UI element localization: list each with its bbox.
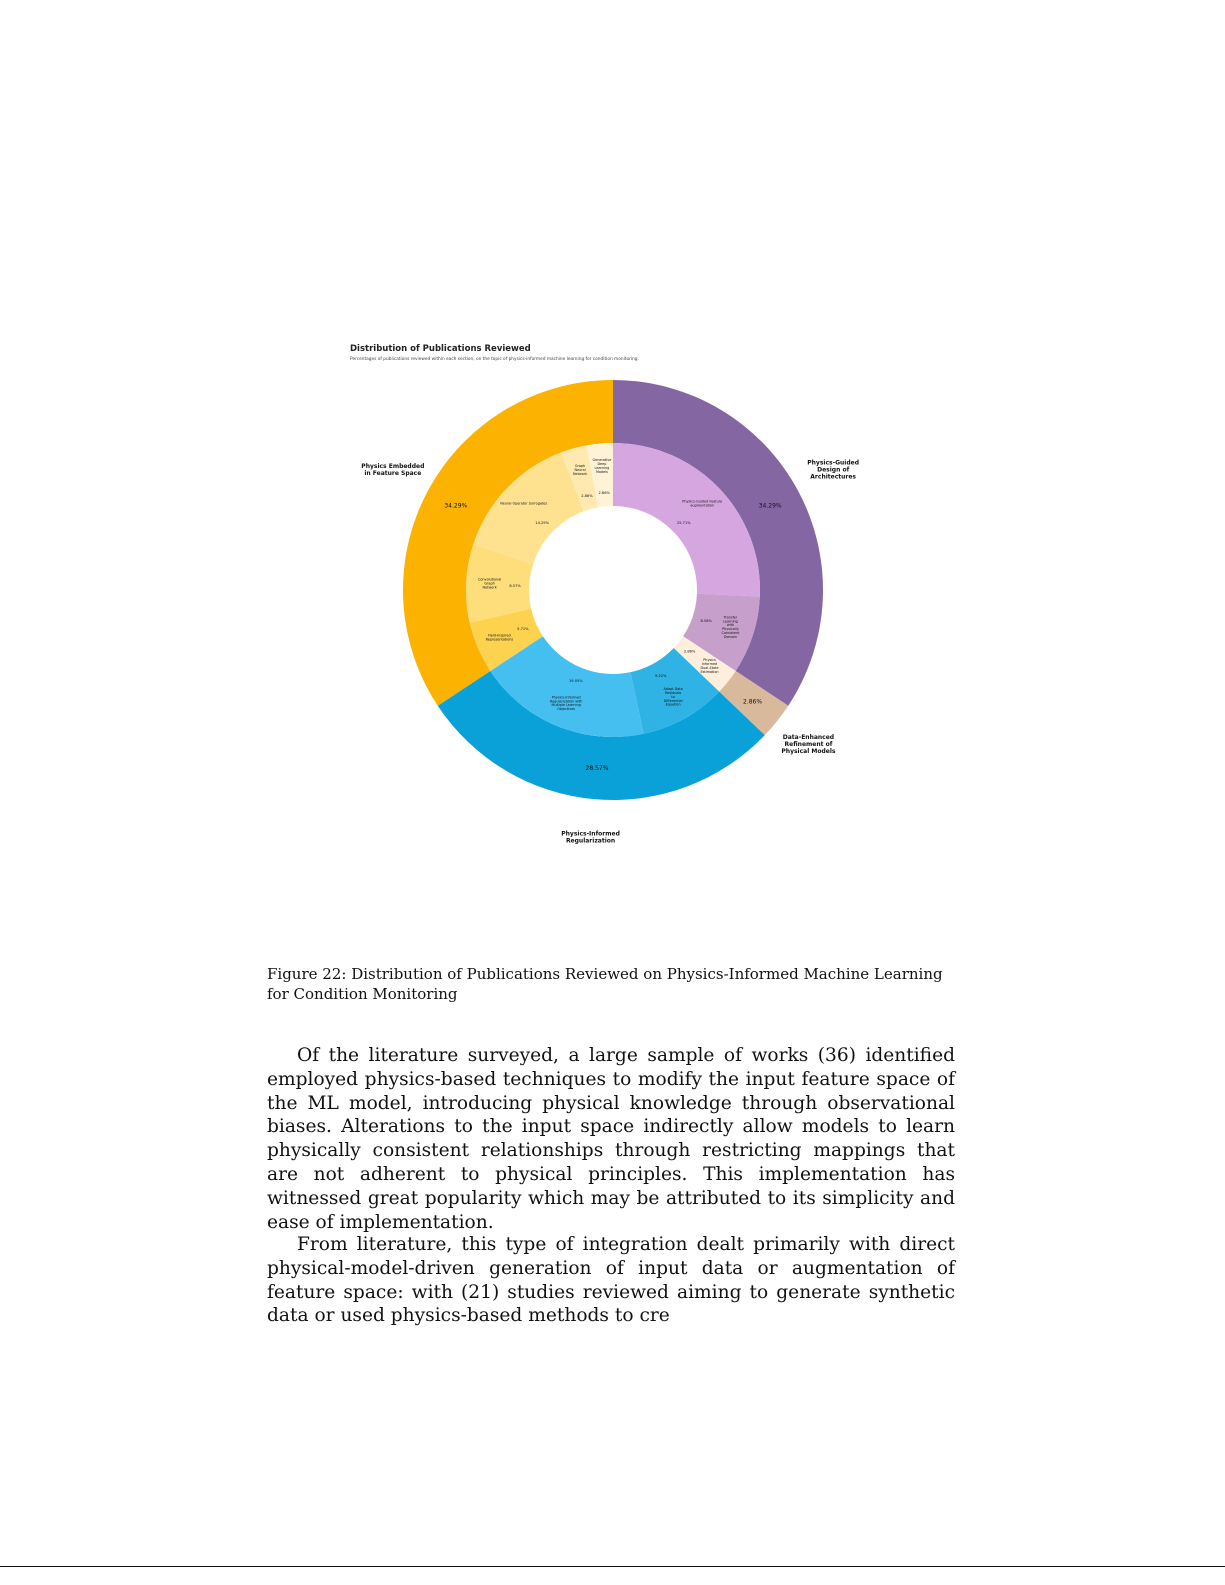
inner-value-physics-informed-regularization-with-multiple-learning-objectives: 19.05% xyxy=(568,679,583,684)
inner-value-convolutional-graph-network: 8.57% xyxy=(509,584,521,589)
outer-value-physics-guided-design-of-architectures: 34.29% xyxy=(758,502,782,510)
inner-label-physics-informed-dual-state-estimation: Physics Informed Dual-State Estimation xyxy=(700,658,719,674)
outer-label-physics-informed-regularization: Physics-Informed Regularization xyxy=(561,830,620,845)
inner-value-field-inspired-representations: 5.71% xyxy=(517,627,529,632)
body-paragraph-1: Of the literature surveyed, a large sample of works (36) identified employed physics-based techniques to modify the input feature space of the ML model, introducing physical knowledge through observational biases. Alterations to the input space indirectly allow models to learn physically consistent relationships through restricting mappings that are not adherent to physical principles. This implementation has witnessed great popularity which may be attributed to its simplicity and ease of implementation. xyxy=(267,1045,955,1233)
inner-value-generative-deep-learning-models: 2.86% xyxy=(598,490,610,495)
inner-label-physics-guided-feature-augmentation: Physics-Guided Feature augmentation xyxy=(682,499,723,508)
inner-label-generative-deep-learning-models: Generative Deep Learning Models xyxy=(592,458,612,474)
inner-value-transfer-learning-with-physically-consistent-domain: 8.58% xyxy=(700,618,712,623)
body-paragraph-2: From literature, this type of integration dealt primarily with direct physical-model-driven generation of input data or augmentation of feature space: with (21) studies reviewed aiming to generate synthetic data or used physics-based methods to cre xyxy=(267,1234,955,1327)
inner-label-graph-neural-network: Graph Neural Network xyxy=(573,464,588,476)
outer-value-physics-embedded-in-feature-space: 34.29% xyxy=(444,502,468,510)
inner-label-neural-operator-surrogates: Neural Operator Surrogates xyxy=(500,501,548,506)
inner-label-field-inspired-representations: Field-Inspired Representations xyxy=(485,633,514,642)
outer-value-physics-informed-regularization: 28.57% xyxy=(585,764,609,772)
page-bottom-rule xyxy=(0,1566,1225,1567)
figure-caption: Figure 22: Distribution of Publications Reviewed on Physics-Informed Machine Learning for Condition Monitoring xyxy=(267,965,943,1003)
outer-label-physics-guided-design-of-architectures: Physics-Guided Design of Architectures xyxy=(807,459,860,481)
outer-label-data-enhanced-refinement-of-physical-models: Data-Enhanced Refinement of Physical Models xyxy=(781,733,836,755)
inner-label-physics-informed-regularization-with-multiple-learning-objectives: Physics-Informed Regularization with Multiple Learning Objectives xyxy=(549,695,583,712)
outer-label-physics-embedded-in-feature-space: Physics Embedded in Feature Space xyxy=(361,463,425,477)
inner-value-physics-informed-dual-state-estimation: 2.86% xyxy=(683,649,696,654)
inner-value-graph-neural-network: 2.86% xyxy=(581,494,593,499)
chart-subtitle: Percentages of publications reviewed within each section, on the topic of physics-informed machine learning for condition monitoring. xyxy=(350,357,639,362)
inner-label-transfer-learning-with-physically-consistent-domain: Transfer Learning with Physically Consistent Domain xyxy=(721,615,740,639)
chart-title: Distribution of Publications Reviewed xyxy=(350,344,531,354)
nested-donut-chart xyxy=(340,340,900,850)
inner-label-convolutional-graph-network: Convolutional Graph Network xyxy=(477,577,502,590)
outer-value-data-enhanced-refinement-of-physical-models: 2.86% xyxy=(743,698,763,706)
inner-value-neural-operator-surrogates: 14.29% xyxy=(535,520,549,525)
inner-label-adapt-data-residuals-to-differential-equation: Adapt Data Residuals to Differential Equation xyxy=(663,687,683,707)
inner-value-physics-guided-feature-augmentation: 25.71% xyxy=(676,520,691,525)
inner-value-adapt-data-residuals-to-differential-equation: 9.52% xyxy=(655,674,667,679)
chart-figure xyxy=(340,340,900,850)
